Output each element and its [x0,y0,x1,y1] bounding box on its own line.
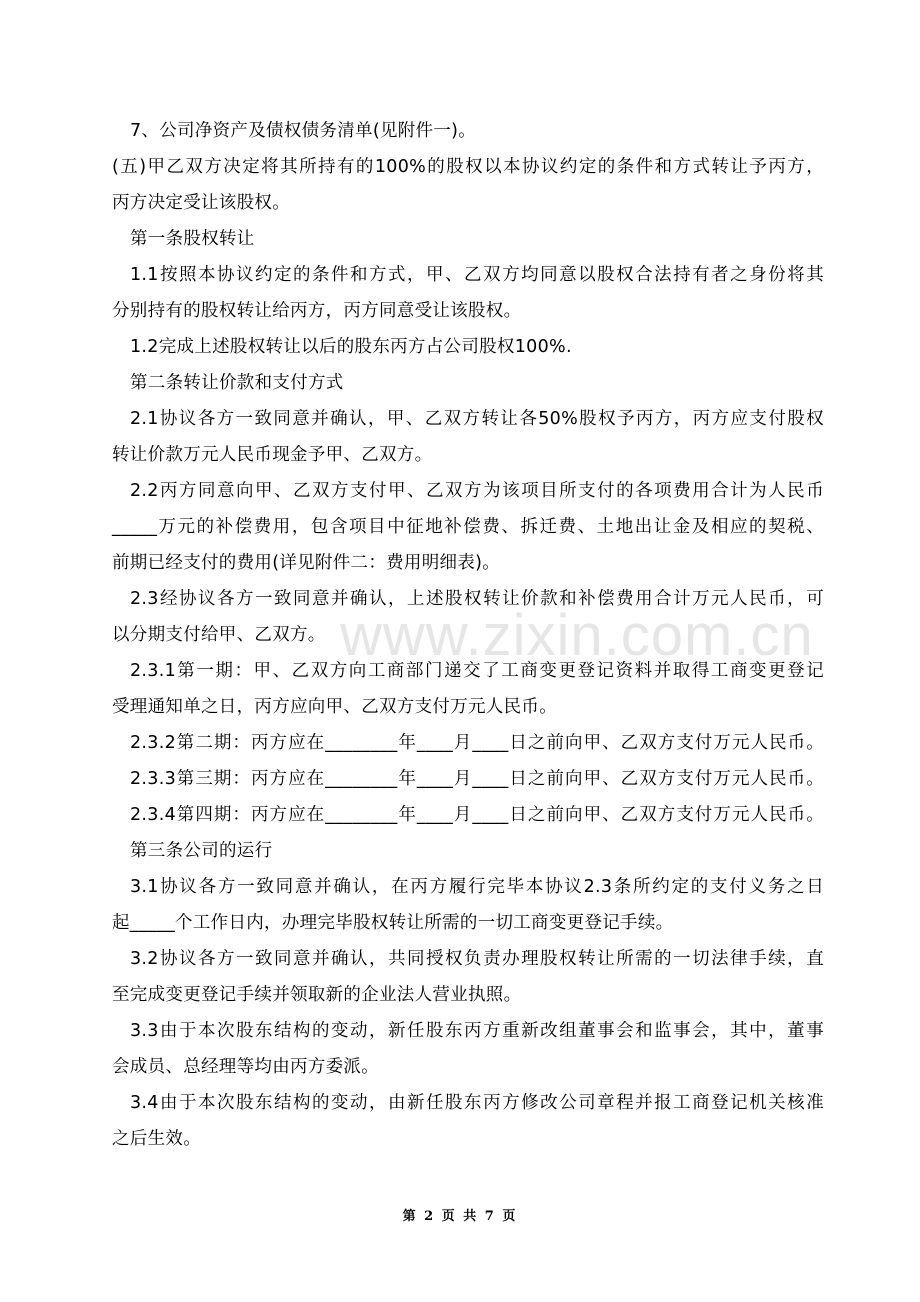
paragraph-line: 3.2协议各方一致同意并确认，共同授权负责办理股权转让所需的一切法律手续，直 [130,949,824,969]
paragraph-line: 以分期支付给甲、乙双方。 [112,625,326,645]
paragraph-line: 2.3.3第三期：丙方应在________年____月____日之前向甲、乙双方支付万元人民币。 [130,769,824,789]
paragraph-line: 3.4由于本次股东结构的变动，由新任股东丙方修改公司章程并报工商登记机关核准 [130,1093,824,1113]
paragraph-line: 3.1协议各方一致同意并确认，在丙方履行完毕本协议2.3条所约定的支付义务之日 [130,877,824,897]
paragraph-line: 2.3.1第一期：甲、乙双方向工商部门递交了工商变更登记资料并取得工商变更登记 [130,661,824,681]
paragraph-line: 前期已经支付的费用(详见附件二：费用明细表)。 [112,553,501,573]
section-heading: 第三条公司的运行 [130,841,273,861]
paragraph-line: 会成员、总经理等均由丙方委派。 [112,1057,379,1077]
paragraph-line: 2.1协议各方一致同意并确认，甲、乙双方转让各50%股权予丙方，丙方应支付股权 [130,409,824,429]
paragraph-line: 2.2丙方同意向甲、乙双方支付甲、乙双方为该项目所支付的各项费用合计为人民币 [130,481,824,501]
paragraph-line: 受理通知单之日，丙方应向甲、乙双方支付万元人民币。 [112,697,557,717]
paragraph-line: _____万元的补偿费用，包含项目中征地补偿费、拆迁费、土地出让金及相应的契税、 [112,517,824,537]
paragraph-line: 分别持有的股权转让给丙方，丙方同意受让该股权。 [112,301,522,321]
paragraph-line: 2.3.2第二期：丙方应在________年____月____日之前向甲、乙双方支付万元人民币。 [130,733,824,753]
paragraph-line: 丙方决定受让该股权。 [112,193,290,213]
paragraph-line: 2.3.4第四期：丙方应在________年____月____日之前向甲、乙双方支付万元人民币。 [130,805,824,825]
section-heading: 第二条转让价款和支付方式 [130,373,344,393]
paragraph-line: 至完成变更登记手续并领取新的企业法人营业执照。 [112,985,522,1005]
paragraph-line: 1.2完成上述股权转让以后的股东丙方占公司股权100%. [130,337,572,357]
section-heading: 第一条股权转让 [130,229,255,249]
paragraph-line: 2.3经协议各方一致同意并确认，上述股权转让价款和补偿费用合计万元人民币，可 [130,589,824,609]
paragraph-line: 1.1按照本协议约定的条件和方式，甲、乙双方均同意以股权合法持有者之身份将其 [130,265,824,285]
page-number-footer: 第 2 页 共 7 页 [402,1209,518,1224]
paragraph-line: 之后生效。 [112,1129,201,1149]
document-body [112,113,824,1157]
paragraph-line: 转让价款万元人民币现金予甲、乙双方。 [112,445,433,465]
paragraph-line: 3.3由于本次股东结构的变动，新任股东丙方重新改组董事会和监事会，其中，董事 [130,1021,824,1041]
watermark: www.zixin.com.cn [340,603,814,668]
paragraph-line: 7、公司净资产及债权债务清单(见附件一)。 [130,121,477,141]
paragraph-line: (五)甲乙双方决定将其所持有的100%的股权以本协议约定的条件和方式转让予丙方， [112,157,824,177]
paragraph-line: 起_____个工作日内，办理完毕股权转让所需的一切工商变更登记手续。 [112,913,674,933]
